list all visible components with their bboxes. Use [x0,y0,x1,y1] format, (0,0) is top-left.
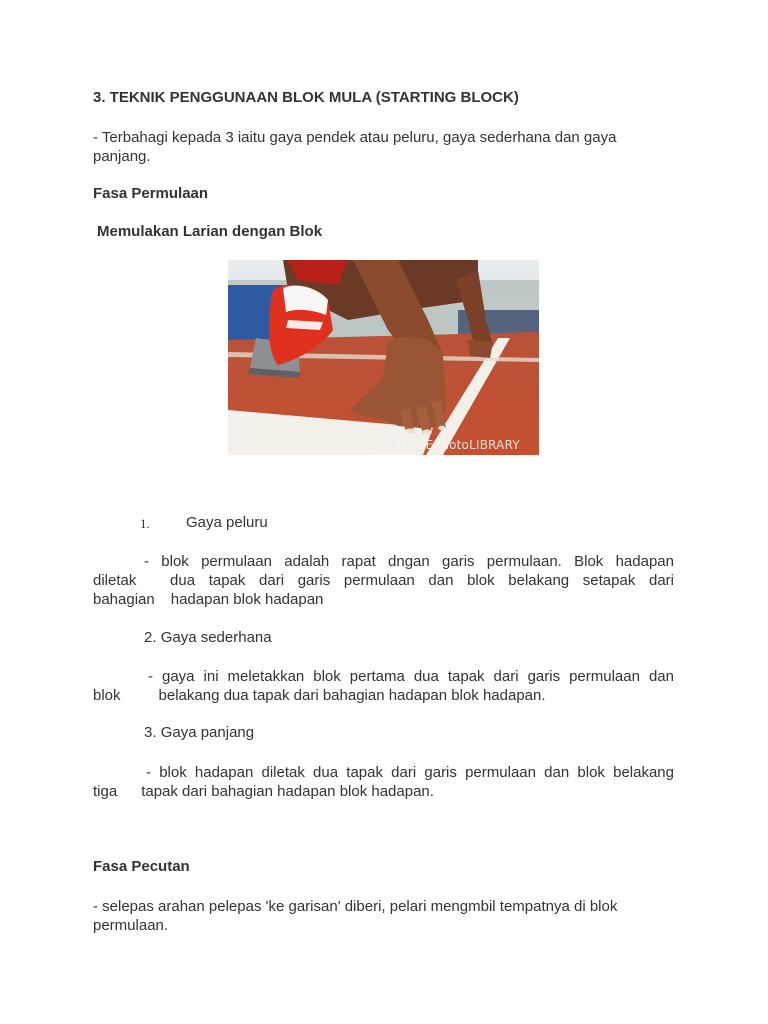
section-title-fasa-permulaan: Fasa Permulaan [93,185,209,202]
item-1-line-3-text: hadapan blok hadapan [170,591,324,608]
item-2-number: 2. [144,629,157,646]
item-3-line-2-text: tapak dari bahagian hadapan blok hadapan. [141,783,434,800]
item-3-line-2-lead: tiga [93,783,118,800]
item-3-number: 3. [144,724,157,741]
item-3-description [93,763,674,801]
item-3-line-1: - blok hadapan diletak dua tapak dari garis permulaan dan blok belakang [146,764,674,781]
item-1-line-3 [93,590,674,609]
item-2-line-2 [93,686,674,705]
outro-line-1: - selepas arahan pelepas 'ke garisan' diberi, pelari mengmbil tempatnya di blok [93,898,618,915]
item-2-description [93,667,674,705]
item-2-title: Gaya sederhana [160,629,272,646]
item-1-line-2 [93,571,674,590]
subsection-title: Memulakan Larian dengan Blok [97,223,323,240]
item-1-line-2-text: dua tapak dari garis permulaan dan blok belakang setapak dari [170,572,674,589]
item-1-title: Gaya peluru [186,514,268,531]
outro-paragraph [93,897,617,935]
photo-watermark: SCIENCEphotoLIBRARY [380,438,520,452]
item-2-line-2-text: belakang dua tapak dari bahagian hadapan blok hadapan. [158,687,546,704]
item-1-line-1: - blok permulaan adalah rapat dngan garis permulaan. Blok hadapan [144,553,674,570]
intro-paragraph [93,128,616,166]
item-1-number: 1. [140,516,150,531]
page-heading: 3. TEKNIK PENGGUNAAN BLOK MULA (STARTING BLOCK) [93,89,519,106]
intro-line-1: - Terbahagi kepada 3 iaitu gaya pendek atau peluru, gaya sederhana dan gaya [93,129,617,146]
section-title-fasa-pecutan: Fasa Pecutan [93,858,190,875]
item-3-title: Gaya panjang [160,724,255,741]
item-1-description [93,552,674,609]
item-3-line-2 [93,782,674,801]
item-2-heading [144,629,272,646]
item-1-line-2-lead: diletak [93,572,137,589]
item-3-heading [144,724,254,741]
item-2-line-2-lead: blok [93,687,121,704]
starting-block-photo [228,260,539,455]
intro-line-2: panjang. [93,148,151,165]
item-2-line-1: - gaya ini meletakkan blok pertama dua tapak dari garis permulaan dan [148,668,674,685]
item-1-line-3-lead: bahagian [93,591,155,608]
outro-line-2: permulaan. [93,917,169,934]
